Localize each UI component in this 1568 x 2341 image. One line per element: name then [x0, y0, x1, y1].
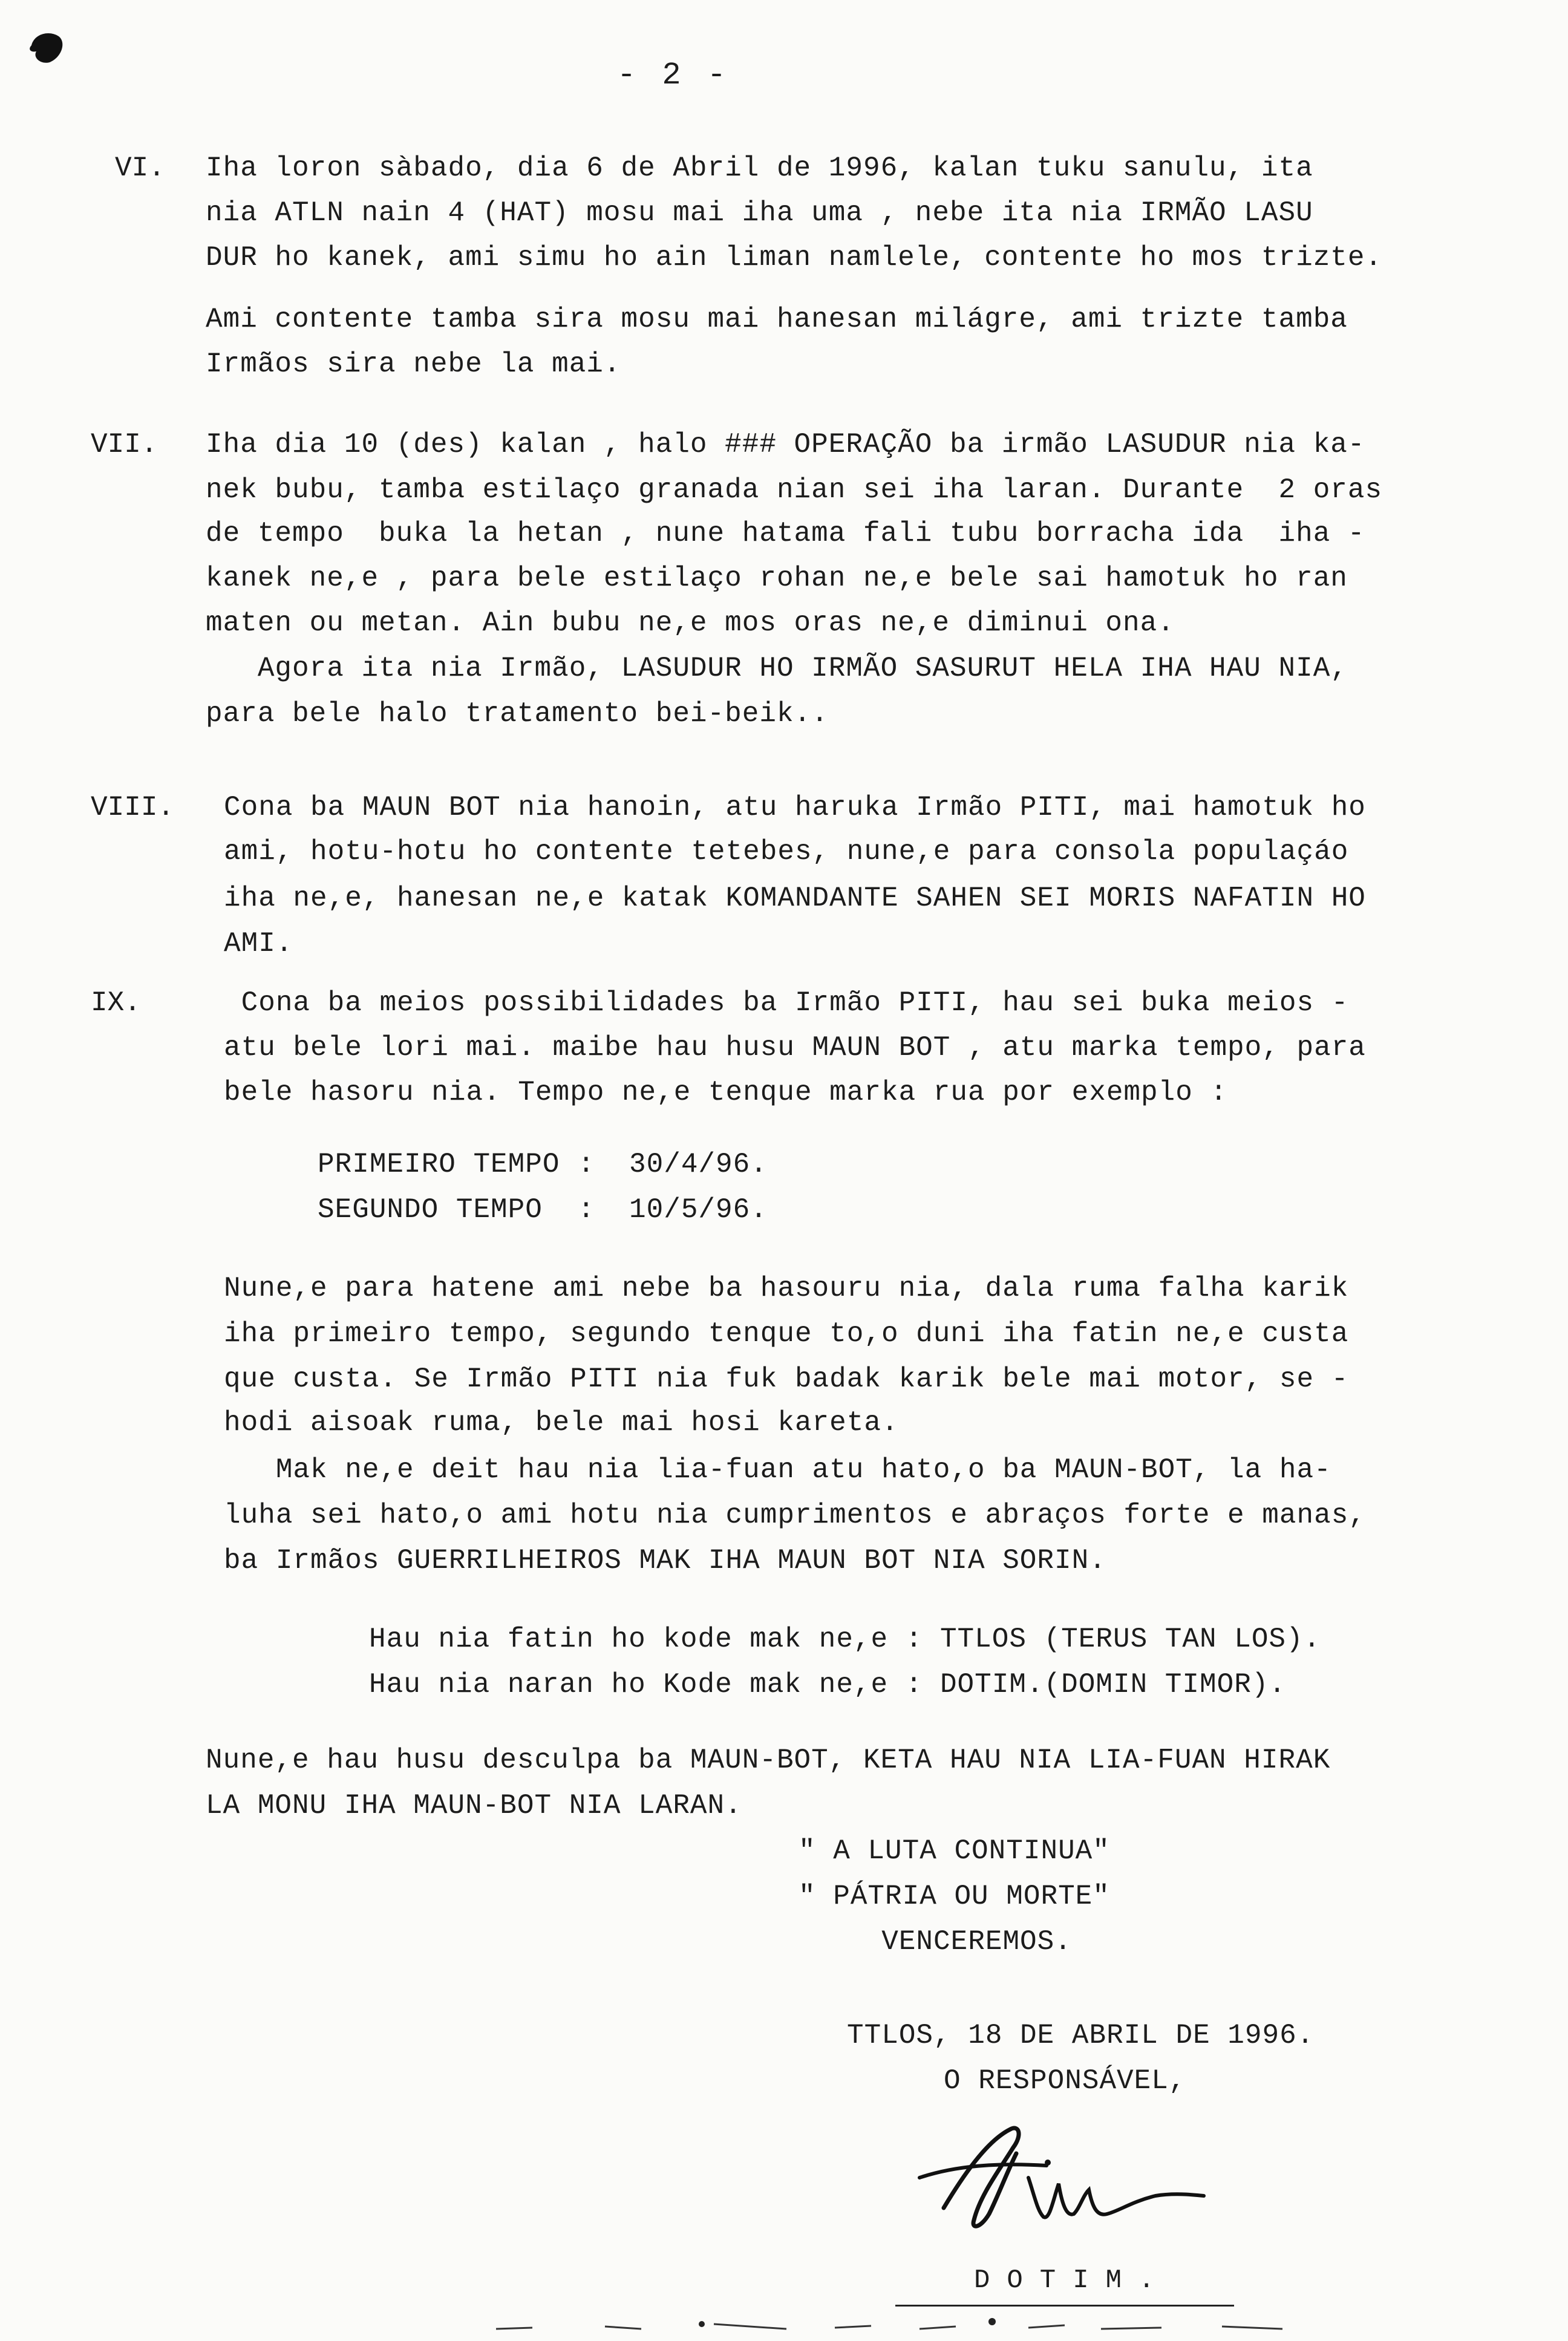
text-line: para bele halo tratamento bei-beik.. — [206, 698, 829, 730]
text-line: Iha dia 10 (des) kalan , halo ### OPERAÇÃO ba irmão LASUDUR nia ka- — [206, 429, 1365, 460]
schedule-separator: : — [578, 1149, 595, 1180]
signature-name: DOTIM. — [974, 2265, 1172, 2296]
section-numeral: VI. — [115, 152, 165, 184]
text-line: kanek ne,e , para bele estilaço rohan ne,e bele sai hamotuk ho ran — [206, 563, 1348, 594]
ink-blot — [25, 27, 68, 70]
responsavel-label: O RESPONSÁVEL, — [944, 2065, 1186, 2097]
text-line: Ami contente tamba sira mosu mai hanesan milágre, ami trizte tamba — [206, 304, 1348, 335]
text-line: luha sei hato,o ami hotu nia cumprimentos e abraços forte e manas, — [224, 1500, 1366, 1531]
text-line: nek bubu, tamba estilaço granada nian sei iha laran. Durante 2 oras — [206, 474, 1383, 506]
text-line: Agora ita nia Irmão, LASUDUR HO IRMÃO SASURUT HELA IHA HAU NIA, — [206, 653, 1348, 684]
text-line: que custa. Se Irmão PITI nia fuk badak karik bele mai motor, se - — [224, 1363, 1349, 1395]
text-line: Iha loron sàbado, dia 6 de Abril de 1996, kalan tuku sanulu, ita — [206, 152, 1313, 184]
text-line: iha ne,e, hanesan ne,e katak KOMANDANTE SAHEN SEI MORIS NAFATIN HO — [224, 883, 1366, 914]
text-line: ba Irmãos GUERRILHEIROS MAK IHA MAUN BOT NIA SORIN. — [224, 1545, 1106, 1576]
code-line: Hau nia naran ho Kode mak ne,e : DOTIM.(DOMIN TIMOR). — [369, 1669, 1287, 1700]
signature-underline — [895, 2305, 1234, 2307]
text-line: Nune,e hau husu desculpa ba MAUN-BOT, KETA HAU NIA LIA-FUAN HIRAK — [206, 1745, 1331, 1776]
slogan: VENCEREMOS. — [847, 1926, 1072, 1957]
text-line: LA MONU IHA MAUN-BOT NIA LARAN. — [206, 1790, 742, 1821]
text-line: iha primeiro tempo, segundo tenque to,o duni iha fatin ne,e custa — [224, 1318, 1349, 1350]
text-line: atu bele lori mai. maibe hau husu MAUN BOT , atu marka tempo, para — [224, 1032, 1366, 1063]
place-date: TTLOS, 18 DE ABRIL DE 1996. — [847, 2020, 1315, 2051]
text-line: AMI. — [224, 928, 293, 959]
text-line: de tempo buka la hetan , nune hatama fali tubu borracha ida iha - — [206, 518, 1365, 549]
schedule-value: 30/4/96. — [629, 1149, 768, 1180]
section-numeral: VII. — [91, 429, 158, 460]
text-line: Nune,e para hatene ami nebe ba hasouru nia, dala ruma falha karik — [224, 1273, 1349, 1304]
page-number: - 2 - — [617, 57, 730, 93]
text-line: Cona ba meios possibilidades ba Irmão PITI, hau sei buka meios - — [224, 987, 1349, 1019]
text-line: DUR ho kanek, ami simu ho ain liman namlele, contente ho mos trizte. — [206, 242, 1383, 273]
text-line: nia ATLN nain 4 (HAT) mosu mai iha uma , nebe ita nia IRMÃO LASU — [206, 197, 1313, 229]
section-numeral: IX. — [91, 987, 141, 1019]
slogan: " PÁTRIA OU MORTE" — [799, 1881, 1110, 1912]
schedule-separator: : — [578, 1194, 595, 1226]
text-line: Cona ba MAUN BOT nia hanoin, atu haruka Irmão PITI, mai hamotuk ho — [224, 792, 1366, 823]
scan-artifacts — [496, 2311, 1403, 2335]
text-line: Mak ne,e deit hau nia lia-fuan atu hato,o ba MAUN-BOT, la ha- — [224, 1454, 1331, 1486]
text-line: bele hasoru nia. Tempo ne,e tenque marka rua por exemplo : — [224, 1077, 1228, 1108]
schedule-value: 10/5/96. — [629, 1194, 768, 1226]
schedule-label: PRIMEIRO TEMPO — [318, 1149, 560, 1180]
schedule-label: SEGUNDO TEMPO — [318, 1194, 560, 1226]
text-line: Irmãos sira nebe la mai. — [206, 348, 621, 380]
text-line: maten ou metan. Ain bubu ne,e mos oras ne,e diminui ona. — [206, 607, 1175, 639]
slogan: " A LUTA CONTINUA" — [799, 1835, 1110, 1867]
text-line: ami, hotu-hotu ho contente tetebes, nune,e para consola populaçáo — [224, 836, 1349, 867]
code-line: Hau nia fatin ho kode mak ne,e : TTLOS (TERUS TAN LOS). — [369, 1624, 1321, 1655]
text-line: hodi aisoak ruma, bele mai hosi kareta. — [224, 1407, 899, 1438]
section-numeral: VIII. — [91, 792, 175, 823]
handwritten-signature — [907, 2105, 1210, 2244]
